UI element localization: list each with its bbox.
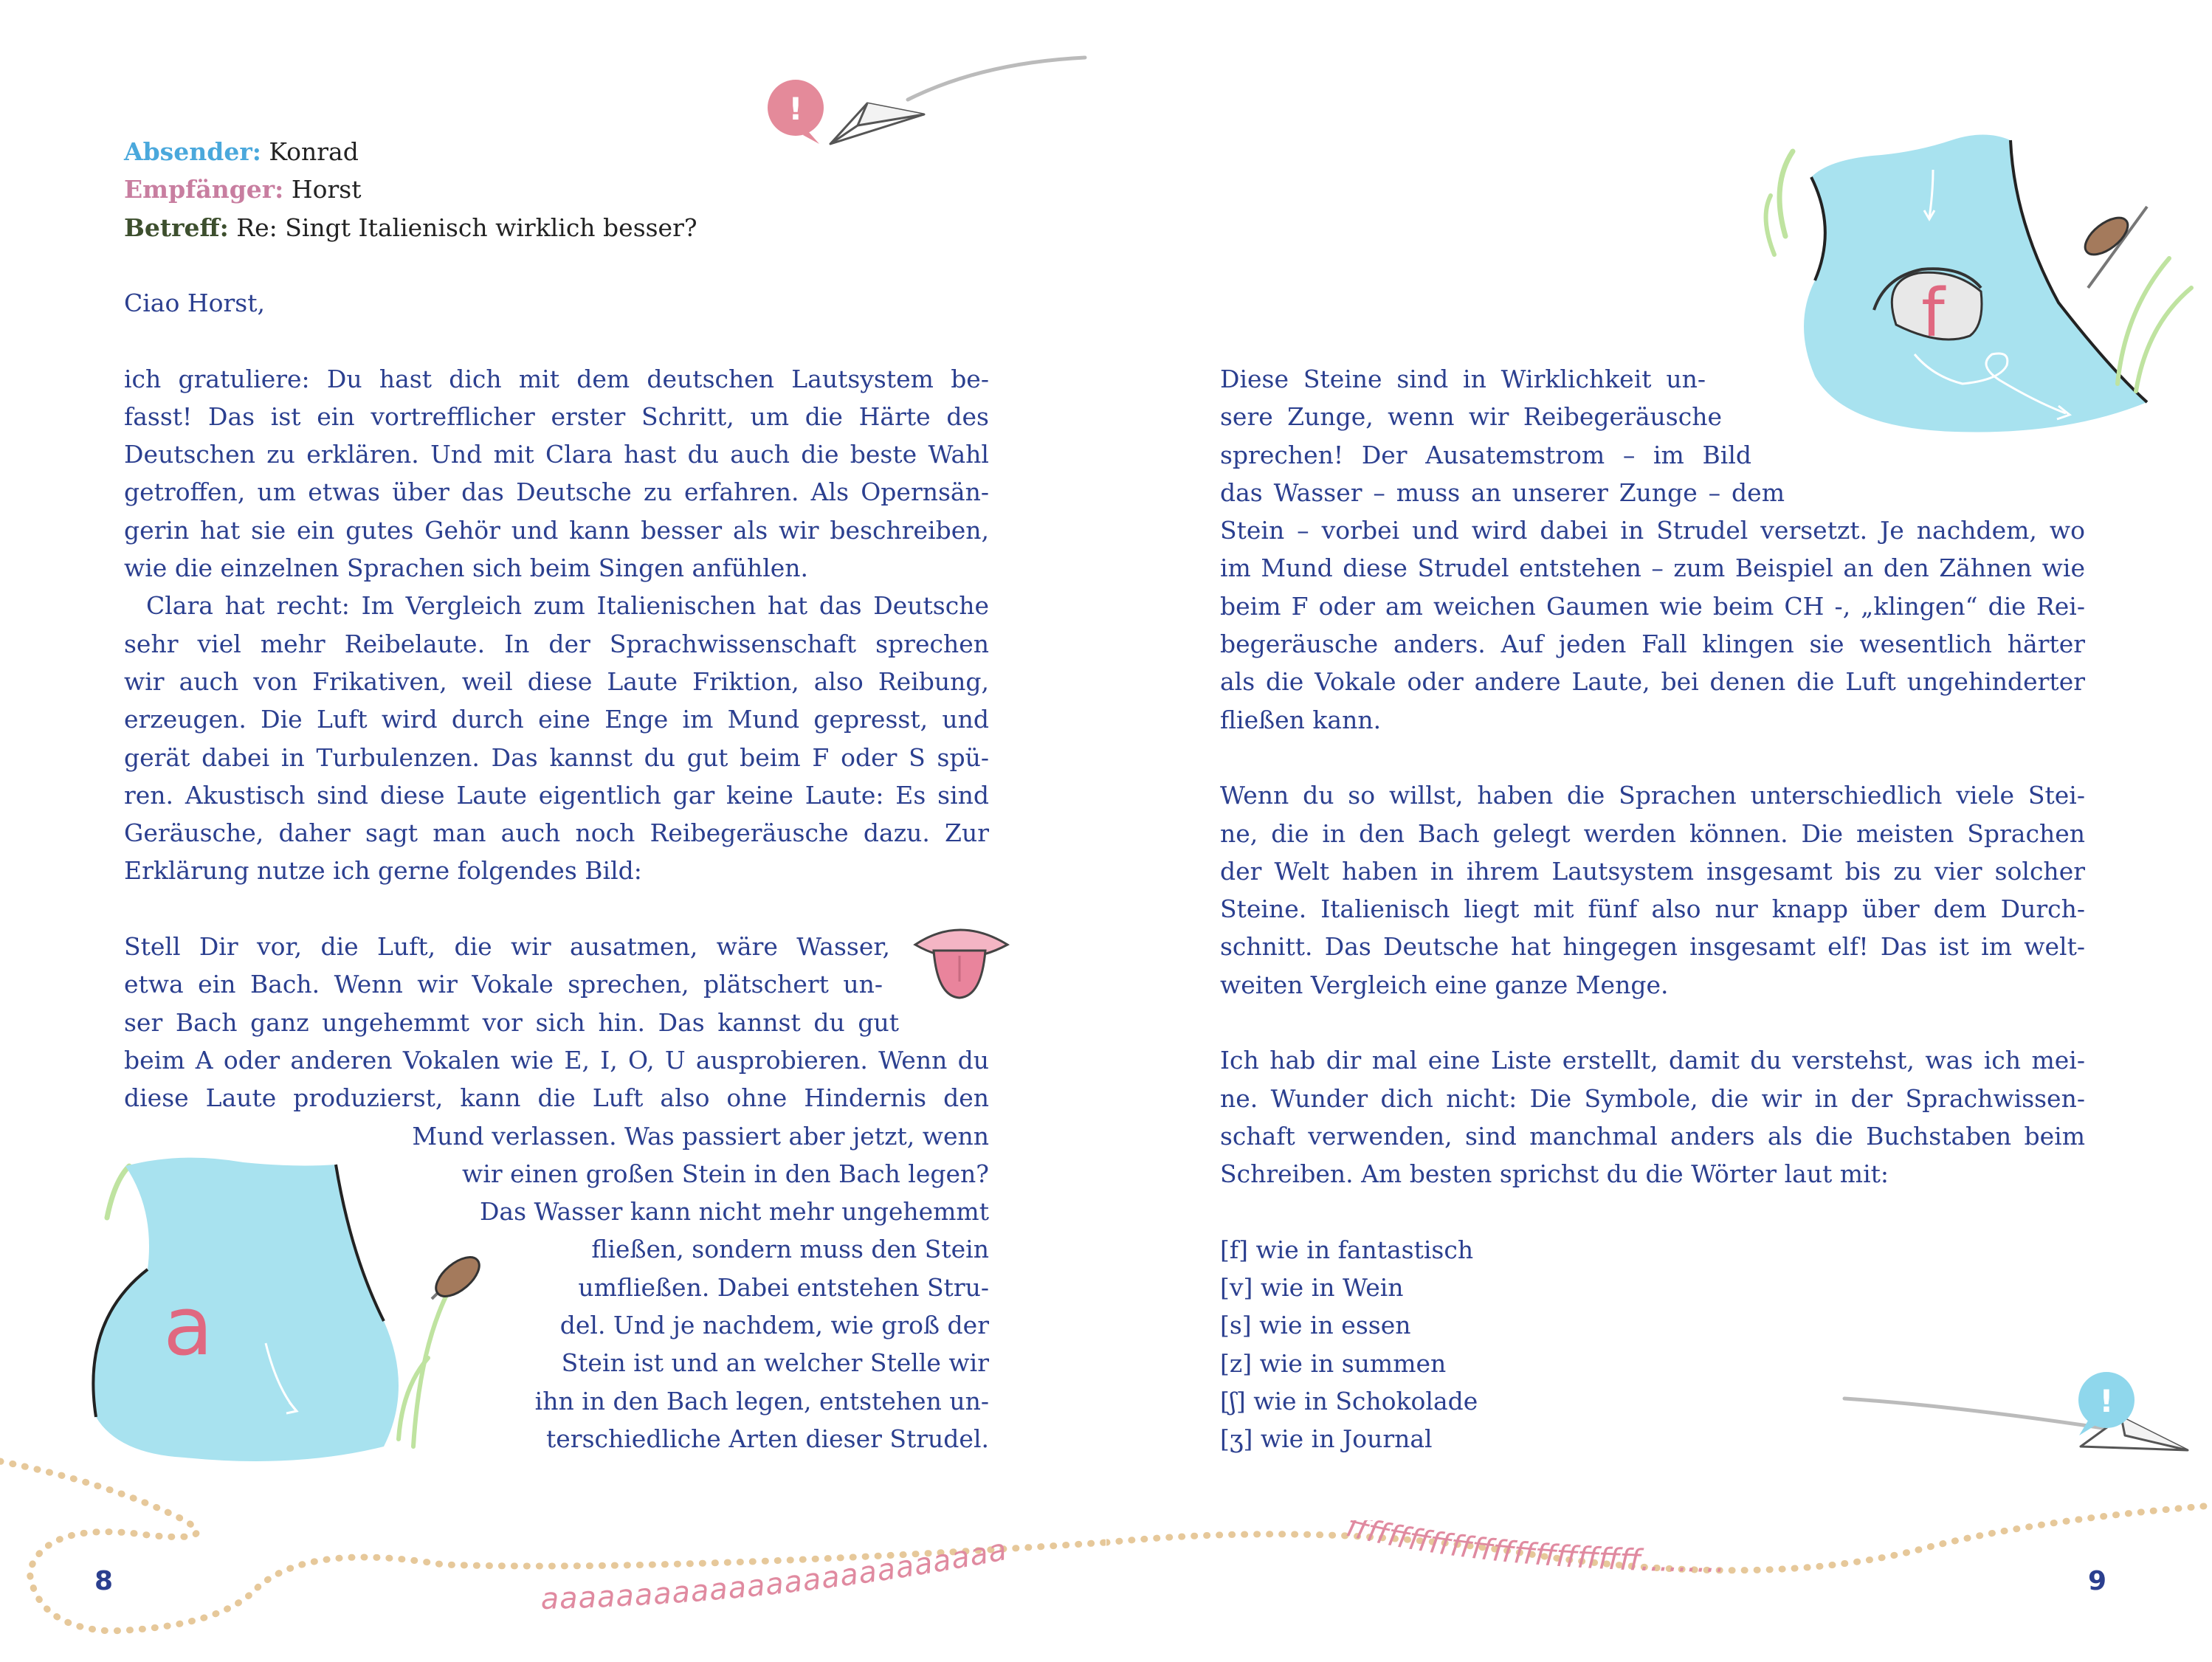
left-body-text: Ciao Horst, ich gratuliere: Du hast dich mit dem deutschen Lautsystem be- fasst! Das ist ein vortrefflicher erster Schritt, um die Härte des Deutschen zu erklären. Und mit Clara hast du auch die beste Wahl getroffen, um etwas über das Deutsche zu erfahren. Als Opernsän- gerin hat sie ein gutes Gehör und kann besser als wir beschreiben, wie die einzelnen Sprachen sich beim Singen anfühlen. Clara hat recht: Im Vergleich zum Italienischen hat das Deutsche sehr viel mehr Reibelaute. In der Sprachwissenschaft sprechen wir auch von Frikativen, weil diese Laute Friktion, also Reibung, erzeugen. Die Luft wird durch eine Enge im Mund gepresst, und gerät dabei in Turbulenzen. Das kannst du gut beim F oder S spü- ren. Akustisch sind diese Laute eigentlich gar keine Laute: Es sind Geräusche, daher sagt man auch noch Reibegeräusche dazu. Zur Erklärung nutze ich gerne folgendes Bild: Stell Dir vor, die Luft, die wir ausatmen, wäre Wasser, etwa ein Bach. Wenn wir Vokale sprechen, plätschert un- ser Bach ganz ungehemmt vor sich hin. Das kannst du gut beim A oder anderen Vokalen wie E, I, O, U ausprobieren. Wenn du diese Laute produzierst, kann die Luft also ohne Hindernis den Mund verlassen. Was passiert aber jetzt, wenn wir einen großen Stein in den Bach legen? Das Wasser kann nicht mehr ungehemmt fließen, sondern muss den Stein umfließen. Dabei entstehen Stru- del. Und je nachdem, wie groß der Stein ist und an welcher Stelle wir ihn in den Bach legen, entstehen un- terschiedliche Arten dieser Strudel. (124, 284, 989, 1458)
svg-text:!: ! (2099, 1383, 2114, 1419)
paper-plane-icon (830, 58, 1085, 144)
list-item: [v] wie in Wein (1220, 1273, 1404, 1303)
page-number-left: 8 (94, 1566, 114, 1596)
right-body-text: Diese Steine sind in Wirklichkeit un- sere Zunge, wenn wir Reibegeräusche sprechen! Der Ausatemstrom – im Bild das Wasser – muss an unserer Zunge – dem Stein – vorbei und wird dabei in Strudel versetzt. Je nachdem, wo im Mund diese Strudel entstehen – zum Beispiel an den Zähnen wie beim F oder am weichen Gaumen wie beim CH -, „klingen“ die Rei- begeräusche anders. Auf jeden Fall klingen sie wesentlich härter als die Vokale oder andere Laute, bei denen die Luft ungehinderter fließen kann. Wenn du so willst, haben die Sprachen unterschiedlich viele Stei- ne, die in den Bach gelegt werden können. Die meisten Sprachen der Welt haben in ihrem Lautsystem insgesamt bis zu vier solcher Steine. Italienisch liegt mit fünf also nur knapp über dem Durch- schnitt. Das Deutsche hat hingegen insgesamt elf! Das ist im welt- weiten Vergleich eine ganze Menge. Ich hab dir mal eine Liste erstellt, damit du verstehst, was ich mei- ne. Wunder dich nicht: Die Symbole, die wir in der Sprachwissen- schaft verwenden, sind manchmal anders als die Buchstaben beim Schreiben. Am besten sprichst du die Wörter laut mit: [f] wie in fantastisch [v] wie in Wein [s] wie in essen [z] wie in summen [ʃ] wie in Schokolade [ʒ] wie in Journal (1220, 360, 2085, 1458)
list-item: [f] wie in fantastisch (1220, 1235, 1474, 1264)
svg-text:f: f (1921, 275, 1945, 352)
sound-text-left (537, 1517, 1024, 1620)
page-number-right: 9 (2088, 1566, 2107, 1596)
right-page (1106, 0, 2212, 1662)
recipient-name: Horst (291, 175, 362, 204)
list-item: [ʃ] wie in Schokolade (1220, 1387, 1478, 1416)
svg-text:a: a (163, 1279, 213, 1373)
greeting: Ciao Horst, (124, 289, 265, 317)
subject-label: Betreff: (124, 213, 229, 242)
list-item: [z] wie in summen (1220, 1348, 1447, 1378)
sender-label: Absender: (124, 137, 261, 166)
recipient-label: Empfänger: (124, 175, 284, 204)
subject-text: Re: Singt Italienisch wirklich besser? (236, 213, 697, 242)
list-item: [s] wie in essen (1220, 1311, 1411, 1340)
svg-text:!: ! (788, 91, 803, 127)
email-header (124, 133, 862, 246)
sender-name: Konrad (269, 137, 359, 166)
svg-text:aaaaaaaaaaaaaaaaaaaaaaaaaaahhh: aaaaaaaaaaaaaaaaaaaaaaaaa (540, 1532, 1010, 1617)
svg-text:ffffffffffffffffffffffffffff..: ffffffffffffffffffffffffffff......... (1343, 1520, 1726, 1579)
sound-text-right (1341, 1520, 1754, 1594)
list-item: [ʒ] wie in Journal (1220, 1424, 1433, 1454)
